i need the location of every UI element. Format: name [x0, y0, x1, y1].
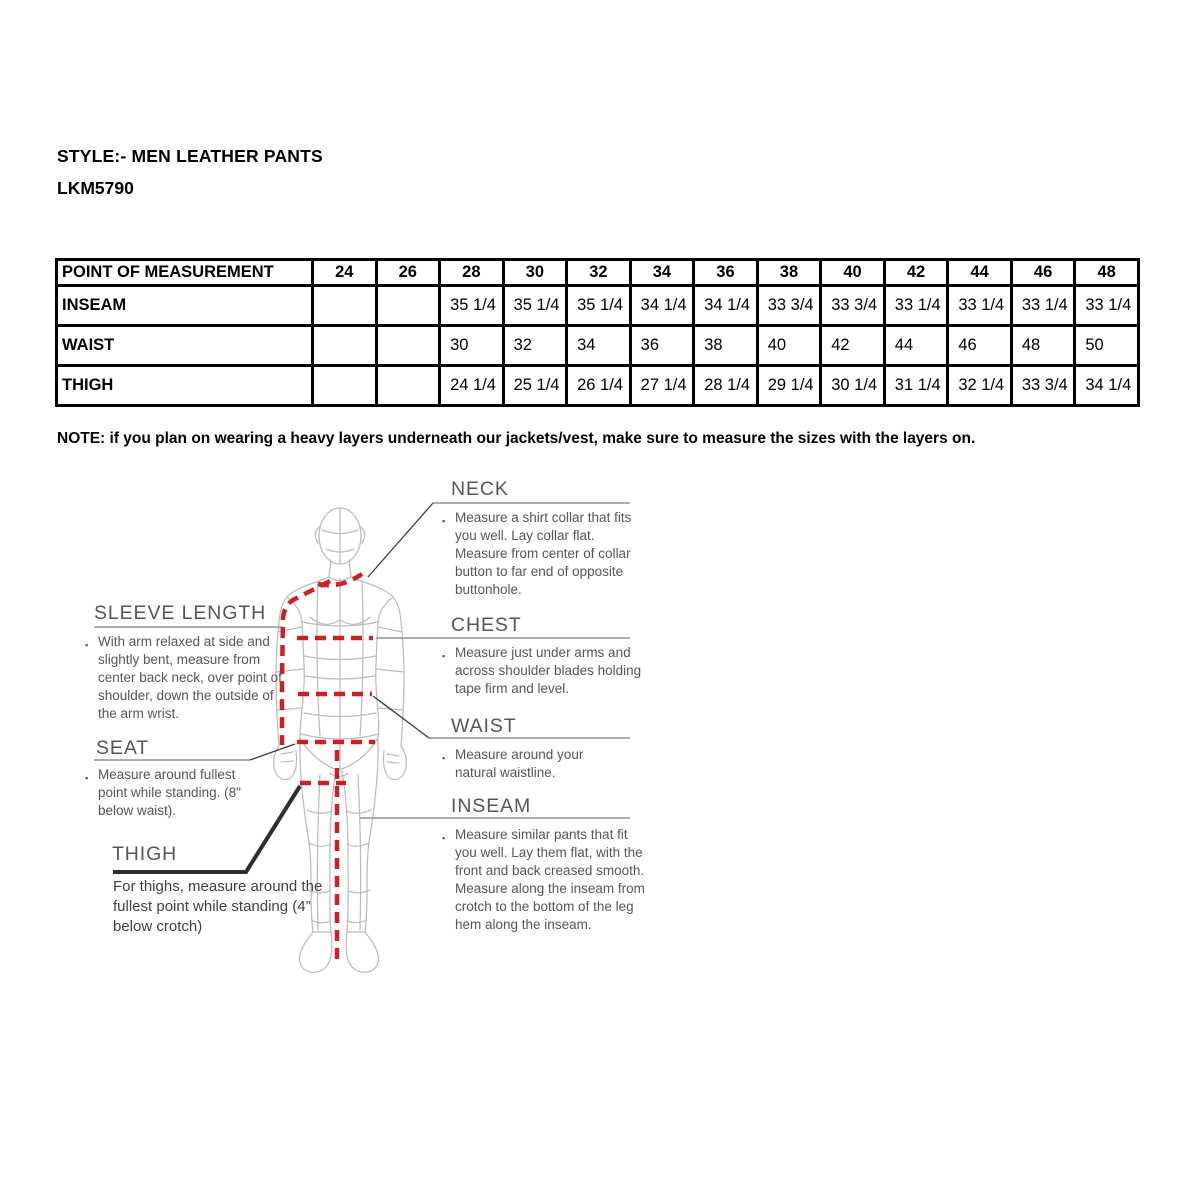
table-row — [57, 326, 1139, 366]
column-header-size: 24 — [313, 260, 377, 286]
measurement-cell: 33 1/4 — [1075, 286, 1139, 326]
inseam-heading: INSEAM — [451, 795, 532, 817]
measurement-note: NOTE: if you plan on wearing a heavy layers underneath our jackets/vest, make sure to measure the sizes with the layers on. — [57, 430, 976, 447]
bullet-icon: ▪ — [442, 651, 446, 661]
column-header-size: 36 — [694, 260, 758, 286]
measurement-cell: 42 — [821, 326, 885, 366]
measurement-cell: 27 1/4 — [630, 366, 694, 406]
measurement-cell: 34 1/4 — [630, 286, 694, 326]
measurement-cell: 36 — [630, 326, 694, 366]
seat-description: ▪ Measure around fullest point while standing. (8" below waist). — [85, 767, 241, 818]
measurement-cell: 32 — [503, 326, 567, 366]
column-header-size: 42 — [884, 260, 948, 286]
column-header-size: 44 — [948, 260, 1012, 286]
table-row — [57, 286, 1139, 326]
measurement-cell: 33 3/4 — [757, 286, 821, 326]
measurement-cell: 29 1/4 — [757, 366, 821, 406]
bullet-icon: ▪ — [442, 753, 446, 763]
row-label: WAIST — [57, 326, 313, 366]
measurement-cell — [376, 366, 440, 406]
row-label: THIGH — [57, 366, 313, 406]
measurement-cell: 32 1/4 — [948, 366, 1012, 406]
thigh-heading: THIGH — [112, 843, 178, 865]
measurement-cell: 34 — [567, 326, 631, 366]
column-header-size: 46 — [1011, 260, 1075, 286]
size-chart-header-row — [57, 260, 1139, 286]
measurement-cell: 46 — [948, 326, 1012, 366]
style-code: LKM5790 — [57, 178, 134, 198]
measurement-cell: 34 1/4 — [694, 286, 758, 326]
size-chart-body — [57, 286, 1139, 406]
measurement-cell: 33 3/4 — [1011, 366, 1075, 406]
column-header-size: 40 — [821, 260, 885, 286]
measurement-cell: 30 1/4 — [821, 366, 885, 406]
measurement-cell: 24 1/4 — [440, 366, 504, 406]
bullet-icon: ▪ — [442, 516, 446, 526]
measurement-cell: 33 3/4 — [821, 286, 885, 326]
bullet-icon: ▪ — [85, 640, 89, 650]
style-title: STYLE:- MEN LEATHER PANTS — [57, 146, 323, 166]
measurement-cell: 25 1/4 — [503, 366, 567, 406]
measurement-cell: 35 1/4 — [503, 286, 567, 326]
measurement-cell — [313, 326, 377, 366]
waist-heading: WAIST — [451, 715, 517, 737]
neck-heading: NECK — [451, 478, 509, 500]
measurement-cell — [313, 286, 377, 326]
sleeve-length-description: ▪ With arm relaxed at side and slightly bent, measure from center back neck, over point of shoulder, down the outside of the arm wrist. — [85, 634, 282, 721]
measurement-cell: 30 — [440, 326, 504, 366]
size-chart — [55, 258, 1140, 407]
measurement-cell: 26 1/4 — [567, 366, 631, 406]
measurement-cell: 50 — [1075, 326, 1139, 366]
column-header-size: 30 — [503, 260, 567, 286]
measurement-cell: 33 1/4 — [884, 286, 948, 326]
measurement-cell: 31 1/4 — [884, 366, 948, 406]
column-header-size: 48 — [1075, 260, 1139, 286]
size-chart-table — [55, 258, 1140, 407]
column-header-point-of-measurement: POINT OF MEASUREMENT — [57, 260, 313, 286]
column-header-size: 28 — [440, 260, 504, 286]
chest-description: ▪ Measure just under arms and across shoulder blades holding tape firm and level. — [442, 645, 642, 696]
measurement-cell: 34 1/4 — [1075, 366, 1139, 406]
bullet-icon: ▪ — [442, 833, 446, 843]
thigh-description: For thighs, measure around the fullest point while standing (4” below crotch) — [113, 878, 323, 935]
measurement-cell: 38 — [694, 326, 758, 366]
measurement-cell: 44 — [884, 326, 948, 366]
measurement-diagram — [80, 470, 645, 1015]
chest-heading: CHEST — [451, 614, 522, 636]
measurement-cell: 48 — [1011, 326, 1075, 366]
sleeve-length-heading: SLEEVE LENGTH — [94, 602, 267, 624]
column-header-size: 38 — [757, 260, 821, 286]
waist-description: ▪ Measure around your natural waistline. — [442, 747, 584, 780]
measurement-cell: 33 1/4 — [948, 286, 1012, 326]
measurement-cell: 35 1/4 — [440, 286, 504, 326]
measurement-cell: 40 — [757, 326, 821, 366]
column-header-size: 34 — [630, 260, 694, 286]
measurement-cell: 28 1/4 — [694, 366, 758, 406]
neck-description: ▪ Measure a shirt collar that fits you well. Lay collar flat. Measure from center of collar button to far end of opposite buttonhole. — [442, 510, 632, 597]
measurement-cell — [376, 286, 440, 326]
bullet-icon: ▪ — [85, 773, 89, 783]
table-row — [57, 366, 1139, 406]
inseam-description: ▪ Measure similar pants that fit you well. Lay them flat, with the front and back creased smooth. Measure along the inseam from crotch to the bottom of the leg hem along the inseam. — [442, 827, 645, 932]
measurement-cell: 35 1/4 — [567, 286, 631, 326]
seat-heading: SEAT — [96, 737, 150, 759]
row-label: INSEAM — [57, 286, 313, 326]
measurement-cell: 33 1/4 — [1011, 286, 1075, 326]
column-header-size: 32 — [567, 260, 631, 286]
measurement-cell — [376, 326, 440, 366]
measurement-cell — [313, 366, 377, 406]
column-header-size: 26 — [376, 260, 440, 286]
